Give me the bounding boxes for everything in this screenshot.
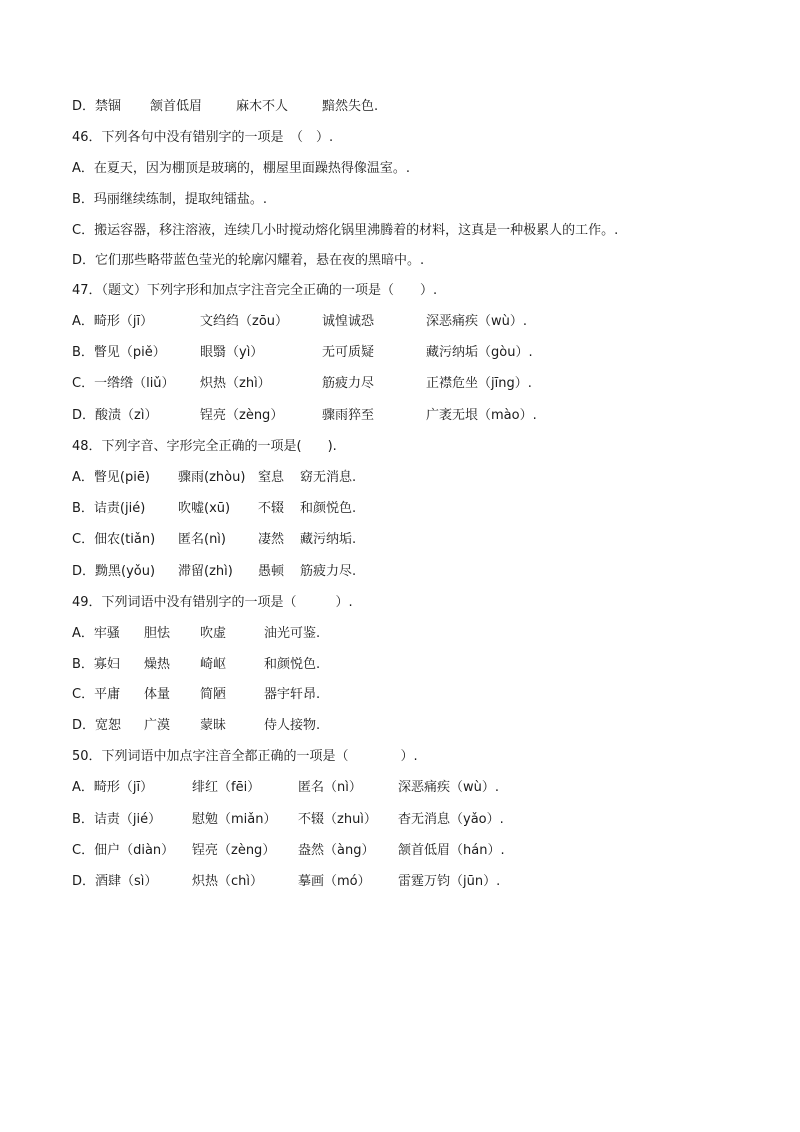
question-47 (72, 280, 760, 302)
question-46 (72, 127, 760, 149)
option-text: 匿名（nì） (298, 780, 362, 795)
option-text: D．宽恕 (72, 718, 122, 733)
q49-option-a (72, 623, 760, 645)
option-text: C．佃农(tiǎn) (72, 532, 156, 547)
question-stem: 49．下列词语中没有错别字的一项是（ ）. (72, 595, 353, 610)
option-text: 匿名(nì) (178, 532, 226, 547)
q46-option-c (72, 220, 760, 242)
option-text: 杳无消息（yǎo）. (398, 812, 504, 827)
option-text: 和颜悦色. (300, 501, 357, 516)
option-text: 和颜悦色. (264, 657, 321, 672)
option-text: 吹虚 (200, 626, 227, 641)
option-text: D．酸渍（zì） (72, 408, 158, 423)
option-text: 愚顿 (258, 564, 285, 579)
option-text: D．它们那些略带蓝色莹光的轮廓闪耀着，悬在夜的黑暗中。. (72, 253, 425, 268)
option-text: 筋疲力尽 (322, 376, 375, 391)
option-text: C．佃户（diàn） (72, 843, 175, 858)
option-text: D．禁锢 (72, 99, 122, 114)
option-text: 颔首低眉（hán）. (398, 843, 505, 858)
option-text: C．平庸 (72, 687, 121, 702)
question-stem: 46．下列各句中没有错别字的一项是 （ ）. (72, 130, 334, 145)
option-text: 不辍 (258, 501, 285, 516)
question-stem: 48．下列字音、字形完全正确的一项是( ). (72, 439, 337, 454)
option-text: C．一绺绺（liǔ） (72, 376, 175, 391)
option-text: 体量 (144, 687, 171, 702)
option-text: 炽热（zhì） (200, 376, 271, 391)
question-stem: 47．（题文）下列字形和加点字注音完全正确的一项是（ ）. (72, 283, 438, 298)
option-text: D．黝黑(yǒu) (72, 564, 156, 579)
q49-option-b (72, 654, 760, 676)
option-text: 窈无消息. (300, 470, 357, 485)
option-text: 眼翳（yì） (200, 345, 264, 360)
option-text: 油光可鉴. (264, 626, 321, 641)
option-text: B．诘责（jié） (72, 812, 162, 827)
option-text: 颔首低眉 (150, 99, 203, 114)
option-text: 摹画（mó） (298, 874, 371, 889)
question-stem: 50．下列词语中加点字注音全都正确的一项是（ ）. (72, 749, 418, 764)
option-text: 文绉绉（zōu） (200, 314, 289, 329)
q49-option-c (72, 684, 760, 706)
q47-option-b (72, 342, 760, 364)
option-text: 盎然（àng） (298, 843, 375, 858)
option-text: 锃亮（zèng） (192, 843, 276, 858)
q48-option-d (72, 561, 760, 583)
q50-option-c (72, 840, 760, 862)
option-text: 诚惶诚恐 (322, 314, 375, 329)
option-text: 不辍（zhuì） (298, 812, 377, 827)
q50-option-b (72, 809, 760, 831)
question-48 (72, 436, 760, 458)
option-text: 慰勉（miǎn） (192, 812, 277, 827)
option-text: B．诘责(jié) (72, 501, 146, 516)
option-text: 正襟危坐（jīng）. (426, 376, 532, 391)
option-text: A．畸形（jī） (72, 780, 154, 795)
option-text: 绯红（fēi） (192, 780, 261, 795)
q46-option-d (72, 250, 760, 272)
option-text: B．寡妇 (72, 657, 120, 672)
option-text: 雷霆万钧（jūn）. (398, 874, 501, 889)
q48-option-a (72, 467, 760, 489)
option-text: 崎岖 (200, 657, 227, 672)
option-text: 无可质疑 (322, 345, 375, 360)
option-text: 广袤无垠（mào）. (426, 408, 537, 423)
q50-option-d (72, 871, 760, 893)
option-text: 筋疲力尽. (300, 564, 357, 579)
option-text: 深恶痛疾（wù）. (426, 314, 528, 329)
option-text: 侍人接物. (264, 718, 321, 733)
option-text: 蒙昧 (200, 718, 227, 733)
question-49 (72, 592, 760, 614)
q46-option-a (72, 158, 760, 180)
option-text: 炽热（chì） (192, 874, 263, 889)
option-text: 窒息 (258, 470, 285, 485)
option-text: 燥热 (144, 657, 171, 672)
option-text: 吹嘘(xū) (178, 501, 231, 516)
option-text: 骤雨(zhòu) (178, 470, 246, 485)
q46-option-b (72, 189, 760, 211)
option-text: 麻木不人 (236, 99, 289, 114)
option-text: A．牢骚 (72, 626, 120, 641)
option-text: A．瞥见(piē) (72, 470, 150, 485)
option-text: 锃亮（zèng） (200, 408, 284, 423)
option-text: A．在夏天，因为棚顶是玻璃的，棚屋里面躁热得像温室。. (72, 161, 411, 176)
option-text: 藏污纳垢. (300, 532, 357, 547)
option-text: 胆怯 (144, 626, 171, 641)
option-text: 骤雨猝至 (322, 408, 375, 423)
option-text: 器宇轩昂. (264, 687, 321, 702)
q47-option-d (72, 405, 760, 427)
option-text: C．搬运容器，移注溶液，连续几小时搅动熔化锅里沸腾着的材料，这真是一种极累人的工作。. (72, 223, 619, 238)
option-text: 黯然失色. (322, 99, 379, 114)
q49-option-d (72, 715, 760, 737)
option-text: D．酒肆（sì） (72, 874, 158, 889)
option-text: A．畸形（jī） (72, 314, 154, 329)
q45-option-d (72, 96, 760, 118)
q48-option-c (72, 529, 760, 551)
option-text: 藏污纳垢（gòu）. (426, 345, 533, 360)
q50-option-a (72, 777, 760, 799)
q47-option-c (72, 373, 760, 395)
option-text: B．瞥见（piě） (72, 345, 166, 360)
q47-option-a (72, 311, 760, 333)
question-50 (72, 746, 760, 768)
option-text: 简陋 (200, 687, 227, 702)
option-text: 广漠 (144, 718, 171, 733)
option-text: 深恶痛疾（wù）. (398, 780, 500, 795)
option-text: 滞留(zhì) (178, 564, 233, 579)
q48-option-b (72, 498, 760, 520)
option-text: B．玛丽继续练制，提取纯镭盐。. (72, 192, 268, 207)
option-text: 凄然 (258, 532, 285, 547)
